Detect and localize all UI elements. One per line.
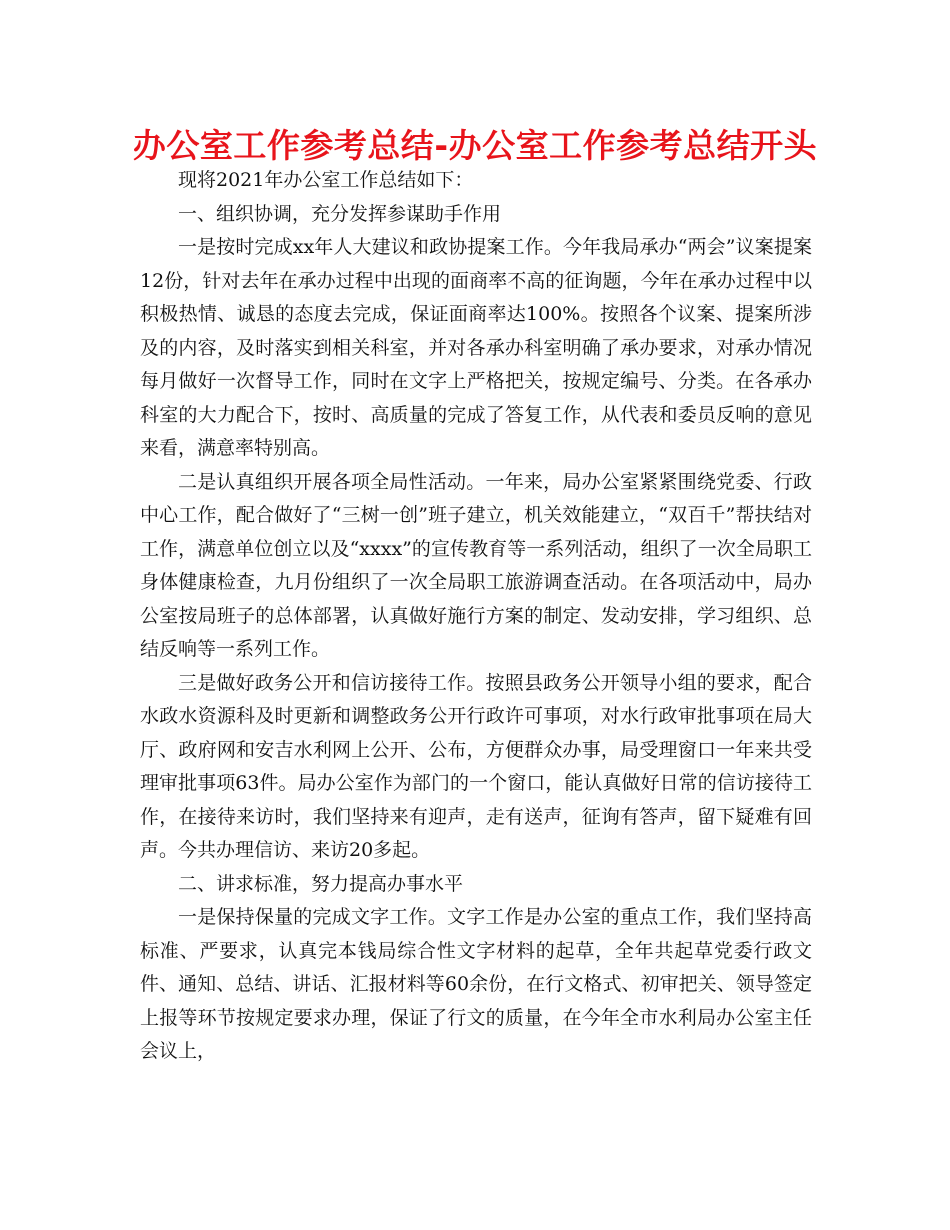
paragraph: 一是按时完成xx年人大建议和政协提案工作。今年我局承办“两会”议案提案12份，针对去年在承办过程中出现的面商率不高的征询题，今年在承办过程中以积极热情、诚恳的态度去完成，保证面商率达100%。按照各个议案、提案所涉及的内容，及时落实到相关科室，并对各承办科室明确了承办要求，对承办情况每月做好一次督导工作，同时在文字上严格把关，按规定编号、分类。在各承办科室的大力配合下，按时、高质量的完成了答复工作，从代表和委员反响的意见来看，满意率特别高。: [140, 236, 812, 459]
paragraph: 三是做好政务公开和信访接待工作。按照县政务公开领导小组的要求，配合水政水资源科及时更新和调整政务公开行政许可事项，对水行政审批事项在局大厅、政府网和安吉水利网上公开、公布，方便群众办事，局受理窗口一年来共受理审批事项63件。局办公室作为部门的一个窗口，能认真做好日常的信访接待工作，在接待来访时，我们坚持来有迎声，走有送声，征询有答声，留下疑难有回声。今共办理信访、来访20多起。: [140, 671, 812, 861]
section-heading-2: 二、讲求标准，努力提高办事水平: [178, 872, 464, 895]
section-heading-1: 一、组织协调，充分发挥参谋助手作用: [178, 202, 502, 225]
paragraph: 二是认真组织开展各项全局性活动。一年来，局办公室紧紧围绕党委、行政中心工作，配合做好了“三树一创”班子建立，机关效能建立，“双百千”帮扶结对工作，满意单位创立以及“xxxx”的宣传教育等一系列活动，组织了一次全局职工身体健康检查，九月份组织了一次全局职工旅游调查活动。在各项活动中，局办公室按局班子的总体部署，认真做好施行方案的制定、发动安排，学习组织、总结反响等一系列工作。: [140, 470, 812, 660]
document-title: 办公室工作参考总结-办公室工作参考总结开头: [132, 126, 818, 165]
paragraph-intro: 现将2021年办公室工作总结如下：: [178, 169, 474, 191]
paragraph: 一是保持保量的完成文字工作。文字工作是办公室的重点工作，我们坚持高标准、严要求，认真完本钱局综合性文字材料的起草，全年共起草党委行政文件、通知、总结、讲话、汇报材料等60余份，在行文格式、初审把关、领导签定上报等环节按规定要求办理，保证了行文的质量，在今年全市水利局办公室主任会议上，: [140, 906, 812, 1062]
document-body: [140, 164, 812, 1069]
